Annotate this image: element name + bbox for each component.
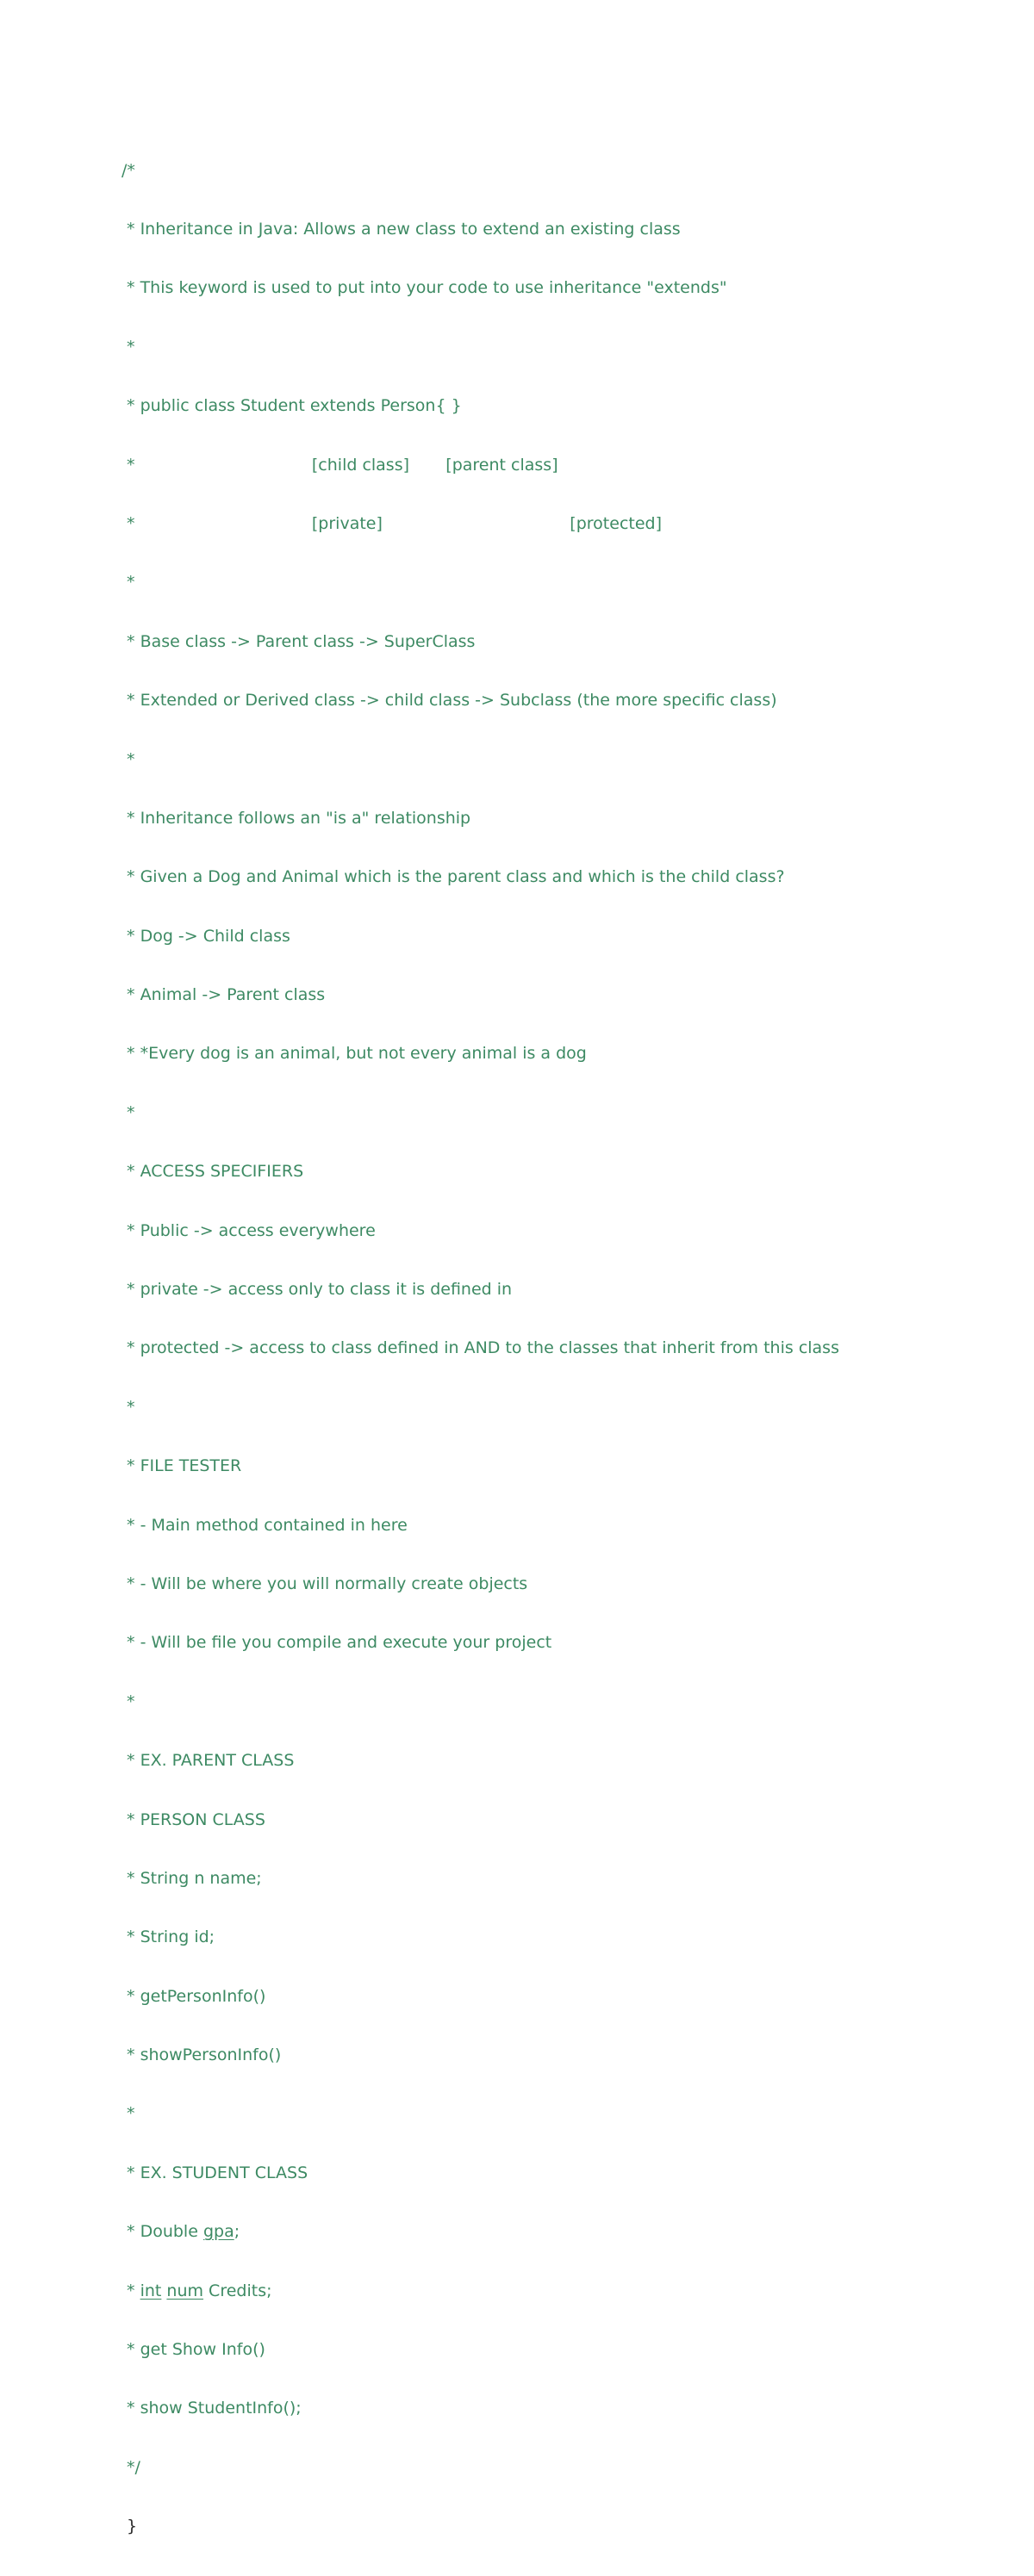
code-line-gpa: [121, 2222, 966, 2242]
code-line: * - Main method contained in here: [121, 1515, 408, 1535]
underlined-word: num: [166, 2281, 204, 2300]
code-comment-block: [121, 121, 966, 2576]
code-line: * Given a Dog and Animal which is the parent class and which is the child class?: [121, 867, 785, 887]
code-line: * get Show Info(): [121, 2340, 265, 2360]
code-line: *: [121, 2104, 135, 2124]
code-text: Credits;: [203, 2281, 272, 2300]
code-line: * Animal -> Parent class: [121, 985, 326, 1005]
underlined-word: gpa: [202, 2222, 234, 2242]
code-line: * PERSON CLASS: [121, 1809, 265, 1829]
underlined-word: int: [140, 2281, 162, 2300]
code-line: /*: [121, 160, 135, 180]
code-line: * String n name;: [121, 1868, 262, 1888]
code-line: * getPersonInfo(): [121, 1986, 266, 2006]
code-line: * *Every dog is an animal, but not every animal is a dog: [121, 1044, 587, 1064]
code-line: *: [121, 337, 135, 357]
code-line: * Public -> access everywhere: [121, 1220, 376, 1240]
code-line: *: [121, 749, 135, 769]
code-line: * Inheritance in Java: Allows a new class to extend an existing class: [121, 219, 681, 239]
code-line: * EX. STUDENT CLASS: [121, 2163, 308, 2182]
code-line: * private -> access only to class it is defined in: [121, 1280, 513, 1300]
code-line: * EX. PARENT CLASS: [121, 1751, 295, 1771]
code-line: * String id;: [121, 1927, 215, 1947]
code-line: * - Will be where you will normally create objects: [121, 1574, 528, 1593]
code-line: * FILE TESTER: [121, 1456, 242, 1476]
code-line: */: [121, 2457, 140, 2477]
code-line: * show StudentInfo();: [121, 2399, 302, 2418]
code-line-credits: [121, 2281, 966, 2301]
code-line: * protected -> access to class defined in AND to the classes that inherit from this class: [121, 1338, 839, 1358]
code-text: *: [121, 2281, 140, 2300]
code-line: * ACCESS SPECIFIERS: [121, 1162, 304, 1182]
code-line: * This keyword is used to put into your code to use inheritance "extends": [121, 278, 727, 298]
code-line: * [child class] [parent class]: [121, 455, 558, 475]
code-line: *: [121, 573, 135, 593]
code-line: * showPersonInfo(): [121, 2045, 282, 2065]
code-line: * - Will be file you compile and execute your project: [121, 1633, 552, 1653]
code-line: * public class Student extends Person{ }: [121, 396, 462, 416]
code-line: *: [121, 1102, 135, 1122]
code-line: * Inheritance follows an "is a" relationship: [121, 808, 471, 828]
code-line: *: [121, 1397, 135, 1417]
code-line: * Extended or Derived class -> child class -> Subclass (the more specific class): [121, 691, 777, 711]
code-line: * [private] [protected]: [121, 513, 662, 533]
code-line: * Base class -> Parent class -> SuperClass: [121, 631, 476, 651]
closing-brace: }: [121, 2517, 138, 2536]
code-line: * Dog -> Child class: [121, 926, 290, 946]
code-text: ;: [234, 2222, 240, 2242]
code-text: * Double: [121, 2222, 203, 2242]
code-line: *: [121, 1691, 135, 1711]
